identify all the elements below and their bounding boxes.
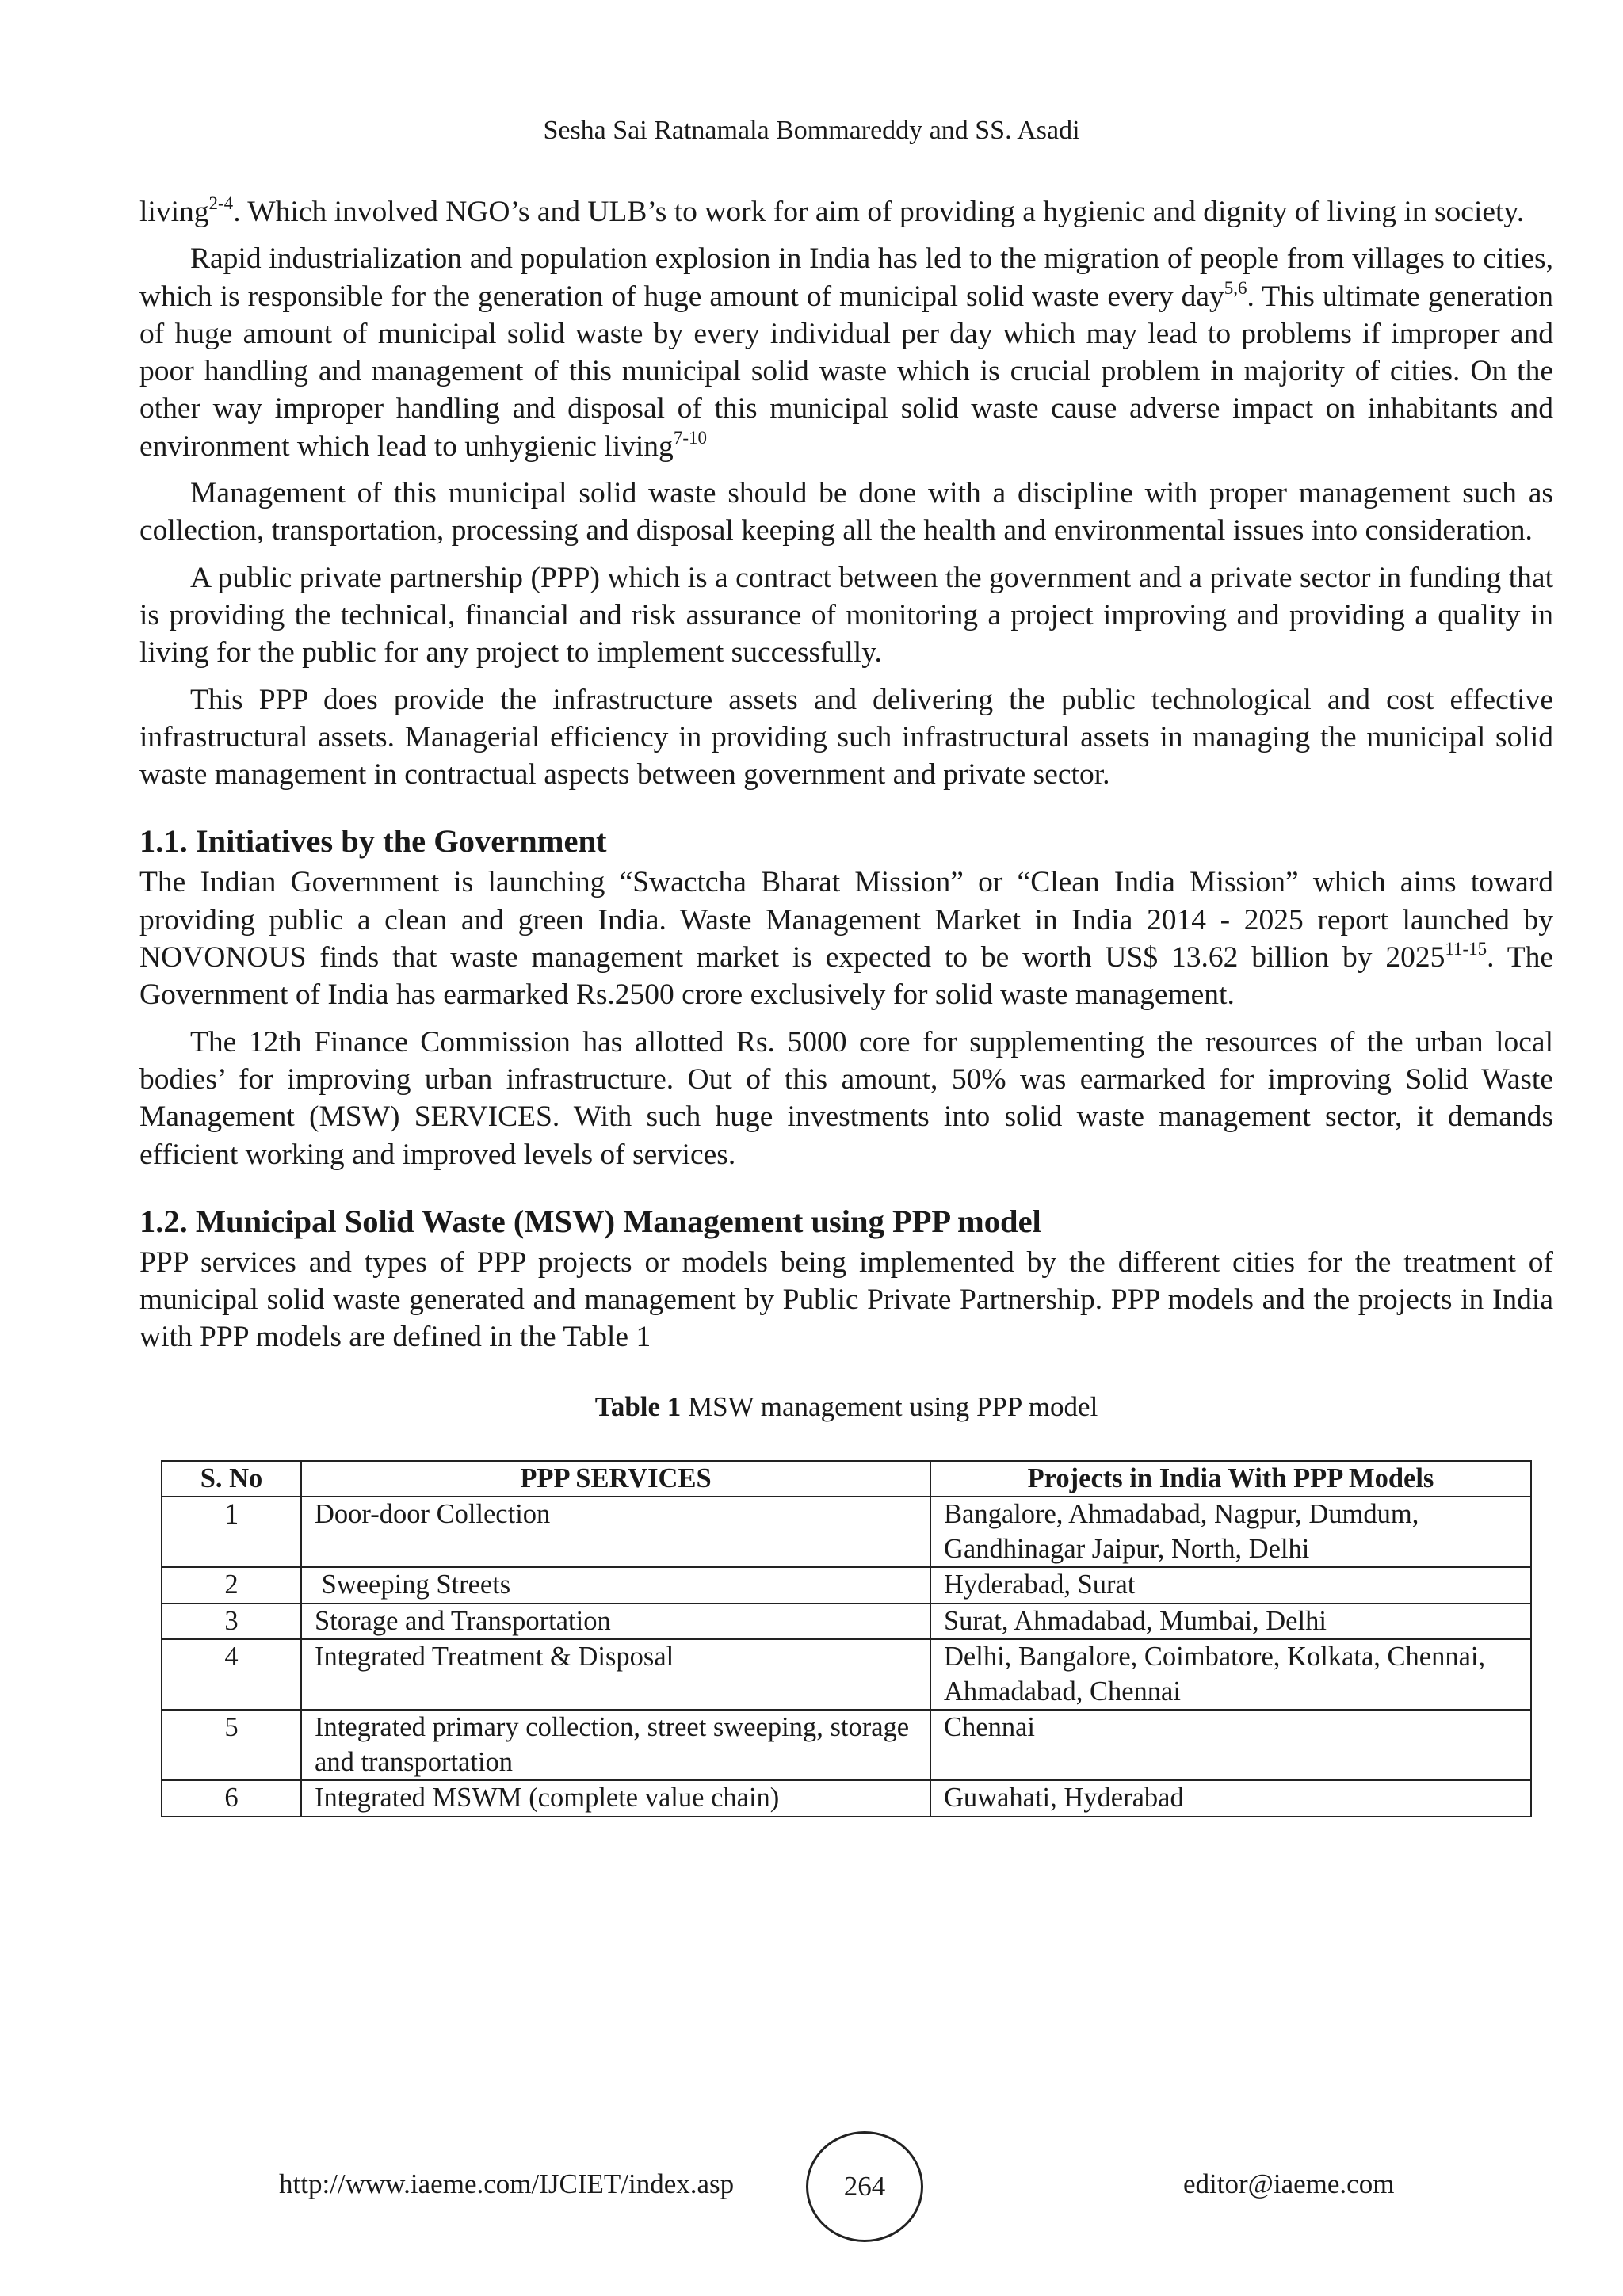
section-heading-1-1: 1.1. Initiatives by the Government — [139, 823, 607, 860]
table-cell-sno: 6 — [162, 1780, 301, 1817]
paragraph-3: Management of this municipal solid waste should be done with a discipline with proper management such as collection, transportation, processing and disposal keeping all the health and environmental issues into consideration. — [139, 477, 1553, 547]
table-cell-service: Integrated MSWM (complete value chain) — [301, 1780, 930, 1817]
table-row — [162, 1710, 1531, 1780]
paragraph-2-text-a: Rapid industrialization and population explosion in India has led to the migration of people from villages to cities, which is responsible for the generation of huge amount of municipal solid waste every day — [139, 242, 1553, 313]
section-1-2-paragraph-1: PPP services and types of PPP projects or models being implemented by the different cities for the treatment of municipal solid waste generated and management by Public Private Partnership. PPP models and the projects in India with PPP models are defined in the Table 1 — [139, 1245, 1553, 1354]
table-cell-projects: Delhi, Bangalore, Coimbatore, Kolkata, Chennai, Ahmadabad, Chennai — [930, 1639, 1531, 1710]
table-row — [162, 1567, 1531, 1604]
paragraph-4: A public private partnership (PPP) which is a contract between the government and a private sector in funding that is providing the technical, financial and risk assurance of monitoring a project improving and providing a quality in living for the public for any project to implement successfully. — [139, 561, 1553, 669]
section-1-1-paragraph-2: The 12th Finance Commission has allotted Rs. 5000 core for supplementing the resources of the urban local bodies’ for improving urban infrastructure. Out of this amount, 50% was earmarked for improving Solid Waste Management (MSW) SERVICES. With such huge investments into solid waste management sector, it demands efficient working and improved levels of services. — [139, 1025, 1553, 1171]
footer-url-link[interactable]: http://www.iaeme.com/IJCIET/index.asp — [279, 2168, 735, 2199]
table-caption-label: Table 1 — [594, 1390, 682, 1422]
running-head: Sesha Sai Ratnamala Bommareddy and SS. Asadi — [543, 116, 1080, 145]
section-1-1-paragraph-1 — [139, 864, 1553, 1013]
table-cell-projects: Bangalore, Ahmadabad, Nagpur, Dumdum, Gandhinagar Jaipur, North, Delhi — [930, 1497, 1531, 1567]
page-number: 264 — [843, 2171, 886, 2202]
table-cell-sno: 1 — [162, 1497, 301, 1567]
msw-ppp-table — [161, 1460, 1532, 1817]
table-header-services: PPP SERVICES — [301, 1461, 930, 1497]
table-row — [162, 1639, 1531, 1710]
paragraph-5: This PPP does provide the infrastructure assets and delivering the public technological and cost effective infrastructural assets. Managerial efficiency in providing such infrastructural assets in managing the municipal solid waste management in contractual aspects between government and private sector. — [139, 683, 1553, 791]
section-1-1-text-b: . The Government of India has earmarked Rs.2500 crore exclusively for solid waste management. — [139, 941, 1554, 1012]
table-caption — [139, 1389, 1553, 1425]
body-text — [139, 193, 1553, 1817]
paragraph-2 — [139, 240, 1553, 465]
table-cell-service: Integrated primary collection, street sweeping, storage and transportation — [301, 1710, 930, 1780]
table-cell-service: Storage and Transportation — [301, 1604, 930, 1640]
table-cell-sno: 4 — [162, 1639, 301, 1710]
citation-superscript: 2-4 — [208, 193, 234, 213]
table-cell-projects: Surat, Ahmadabad, Mumbai, Delhi — [930, 1604, 1531, 1640]
citation-superscript: 11-15 — [1445, 939, 1487, 959]
table-caption-text: MSW management using PPP model — [681, 1390, 1098, 1422]
table-row — [162, 1604, 1531, 1640]
paragraph-1-text-a: living — [139, 196, 209, 228]
table-row — [162, 1780, 1531, 1817]
section-heading-1-2: 1.2. Municipal Solid Waste (MSW) Management using PPP model — [139, 1203, 1041, 1239]
table-cell-service: Integrated Treatment & Disposal — [301, 1639, 930, 1710]
table-cell-projects: Guwahati, Hyderabad — [930, 1780, 1531, 1817]
citation-superscript: 7-10 — [673, 427, 707, 448]
table-cell-sno: 5 — [162, 1710, 301, 1780]
table-header-sno: S. No — [162, 1461, 301, 1497]
footer-email-link[interactable]: editor@iaeme.com — [1183, 2168, 1395, 2199]
table-cell-sno: 3 — [162, 1604, 301, 1640]
table-cell-projects: Hyderabad, Surat — [930, 1567, 1531, 1604]
citation-superscript: 5,6 — [1224, 277, 1247, 298]
table-header-projects: Projects in India With PPP Models — [930, 1461, 1531, 1497]
page-number-badge — [806, 2131, 923, 2242]
table-cell-sno: 2 — [162, 1567, 301, 1604]
table-row — [162, 1497, 1531, 1567]
paragraph-1-text-b: . Which involved NGO’s and ULB’s to work for aim of providing a hygienic and dignity of living in society. — [233, 196, 1525, 228]
paragraph-2-text-b: . This ultimate generation of huge amount of municipal solid waste by every individual per day which may lead to problems if improper and poor handling and management of this municipal solid waste which is crucial problem in majority of cities. On the other way improper handling and disposal of this municipal solid waste cause adverse impact on inhabitants and environment which lead to unhygienic living — [139, 280, 1553, 463]
section-1-1-text-a: The Indian Government is launching “Swactcha Bharat Mission” or “Clean India Mission” which aims toward providing public a clean and green India. Waste Management Market in India 2014 - 2025 report launched by NOVONOUS finds that waste management market is expected to be worth US$ 13.62 billion by 2025 — [139, 866, 1553, 974]
table-cell-service: Door-door Collection — [301, 1497, 930, 1567]
paragraph-1 — [139, 193, 1553, 231]
table-cell-service: Sweeping Streets — [301, 1567, 930, 1604]
table-cell-projects: Chennai — [930, 1710, 1531, 1780]
table-header-row — [162, 1461, 1531, 1497]
